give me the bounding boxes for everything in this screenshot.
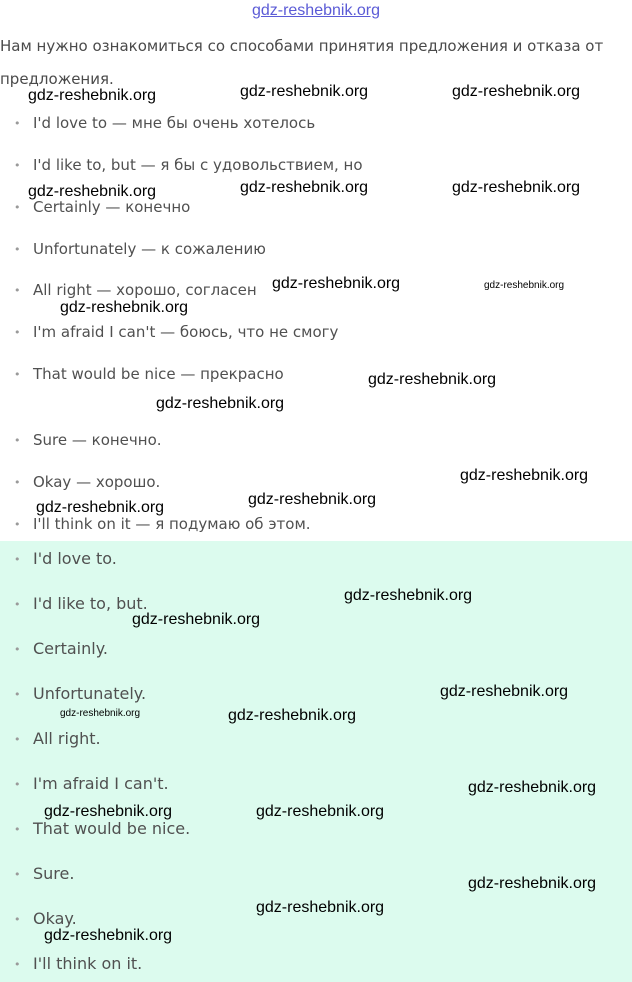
watermark: gdz-reshebnik.org [60,299,189,316]
list-item: • That would be nice — прекрасно [14,365,284,383]
list-item: • I'd love to. [14,549,117,568]
list-item: • Sure. [14,864,74,883]
watermark: gdz-reshebnik.org [228,707,357,724]
watermark: gdz-reshebnik.org [468,779,597,796]
watermark: gdz-reshebnik.org [132,611,261,628]
list-item: • Okay. [14,909,77,928]
list-item: • Certainly — конечно [14,198,190,216]
watermark: gdz-reshebnik.org [240,179,369,196]
watermark: gdz-reshebnik.org [368,371,497,388]
watermark: gdz-reshebnik.org [28,87,157,104]
list-item: • I'd love to — мне бы очень хотелось [14,114,315,132]
list-item: • Certainly. [14,639,108,658]
watermark: gdz-reshebnik.org [452,179,581,196]
list-item: • Sure — конечно. [14,431,162,449]
list-item: • Unfortunately — к сожалению [14,240,266,258]
watermark: gdz-reshebnik.org [60,708,141,719]
watermark: gdz-reshebnik.org [44,927,173,944]
watermark: gdz-reshebnik.org [256,803,385,820]
watermark: gdz-reshebnik.org [256,899,385,916]
list-item: • Okay — хорошо. [14,473,160,491]
watermark: gdz-reshebnik.org [44,803,173,820]
list-item: • All right. [14,729,101,748]
watermark: gdz-reshebnik.org [440,683,569,700]
site-link[interactable]: gdz-reshebnik.org [251,2,381,19]
list-item: • I'll think on it. [14,954,142,973]
watermark: gdz-reshebnik.org [344,587,473,604]
watermark: gdz-reshebnik.org [484,280,565,291]
watermark: gdz-reshebnik.org [28,183,157,200]
list-item: • I'm afraid I can't — боюсь, что не смогу [14,323,338,341]
list-item: • I'd like to, but — я бы с удовольствием, но [14,156,363,174]
intro-paragraph: Нам нужно ознакомиться со способами принятия предложения и отказа от предложения. [0,37,604,88]
list-item: • I'm afraid I can't. [14,774,169,793]
watermark: gdz-reshebnik.org [240,83,369,100]
list-item: • I'd like to, but. [14,594,148,613]
list-item: • That would be nice. [14,819,190,838]
watermark: gdz-reshebnik.org [272,275,401,292]
watermark: gdz-reshebnik.org [248,491,377,508]
list-item: • All right — хорошо, согласен [14,281,257,299]
watermark: gdz-reshebnik.org [460,467,589,484]
watermark: gdz-reshebnik.org [468,875,597,892]
list-item: • I'll think on it — я подумаю об этом. [14,515,311,533]
watermark: gdz-reshebnik.org [156,395,285,412]
list-item: • Unfortunately. [14,684,146,703]
watermark: gdz-reshebnik.org [36,499,165,516]
watermark: gdz-reshebnik.org [452,83,581,100]
